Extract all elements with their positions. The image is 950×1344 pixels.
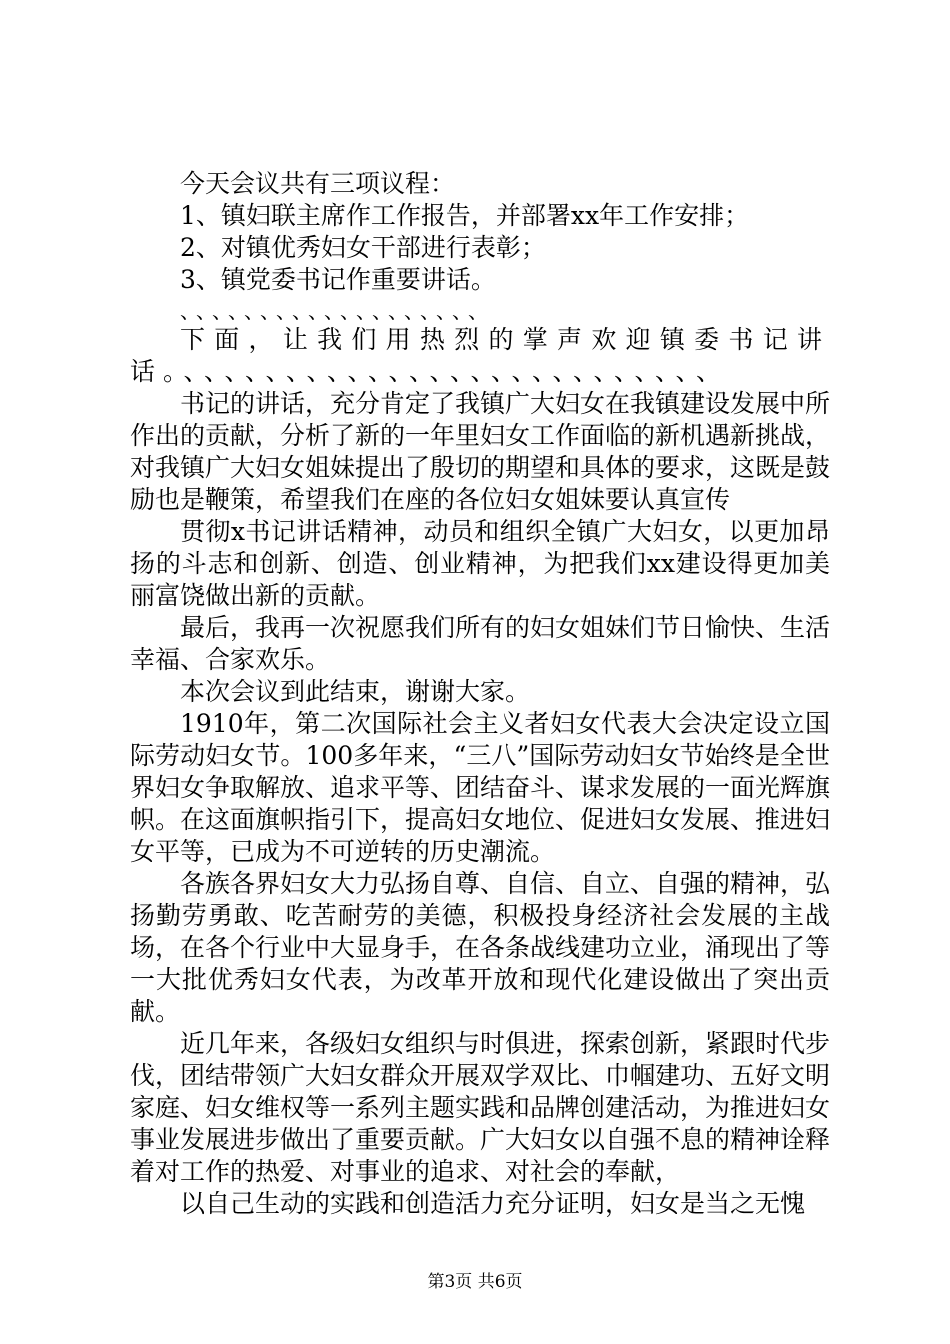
- paragraph-implement-spirit: 贯彻x书记讲话精神，动员和组织全镇广大妇女，以更加昂扬的斗志和创新、创造、创业精神，为把我们xx建设得更加美丽富饶做出新的贡献。: [130, 517, 830, 610]
- paragraph-agenda-item-1: 1、镇妇联主席作工作报告，并部署xx年工作安排；: [180, 201, 750, 230]
- paragraph-women-contributions: 各族各界妇女大力弘扬自尊、自信、自立、自强的精神，弘扬勤劳勇敢、吃苦耐劳的美德，积极投身经济社会发展的主战场，在各个行业中大显身手，在各条战线建功立业，涌现出了等一大批优秀妇女代表，为改革开放和现代化建设做出了突出贡献。: [130, 869, 831, 1026]
- paragraph-womens-day-history: 1910年，第二次国际社会主义者妇女代表大会决定设立国际劳动妇女节。100多年来，“三八”国际劳动妇女节始终是全世界妇女争取解放、追求平等、团结奋斗、谋求发展的一面光辉旗帜。在这面旗帜指引下，提高妇女地位、促进妇女发展、推进妇女平等，已成为不可逆转的历史潮流。: [130, 709, 831, 866]
- paragraph-speech-summary: 书记的讲话，充分肯定了我镇广大妇女在我镇建设发展中所作出的贡献，分析了新的一年里妇女工作面临的新机遇新挑战，对我镇广大妇女姐妹提出了殷切的期望和具体的要求，这既是鼓励也是鞭策，希望我们在座的各位妇女姐妹要认真宣传: [130, 389, 831, 514]
- paragraph-closing-wishes: 最后，我再一次祝愿我们所有的妇女姐妹们节日愉快、生活幸福、合家欢乐。: [130, 613, 831, 674]
- paragraph-women-organizations: 近几年来，各级妇女组织与时俱进，探索创新，紧跟时代步伐，团结带领广大妇女群众开展双学双比、巾帼建功、五好文明家庭、妇女维权等一系列主题实践和品牌创建活动，为推进妇女事业发展进步做出了重要贡献。广大妇女以自强不息的精神诠释着对工作的热爱、对事业的追求、对社会的奉献，: [130, 1029, 831, 1186]
- paragraph-agenda-item-3: 3、镇党委书记作重要讲话。: [180, 265, 496, 294]
- paragraph-agenda-item-2: 2、对镇优秀妇女干部进行表彰；: [180, 233, 546, 262]
- paragraph-welcome-speech: 下面，让我们用热烈的掌声欢迎镇委书记讲话。、、、、、、、、、、、、、、、、、、、、、、、、、、: [130, 325, 830, 386]
- document-body: [130, 168, 830, 1220]
- paragraph-women-practice: 以自己生动的实践和创造活力充分证明，妇女是当之无愧: [180, 1189, 806, 1218]
- page-number-footer: 第3页 共6页: [427, 1272, 523, 1292]
- paragraph-ellipsis: 、、、、、、、、、、、、、、、、、、、: [180, 299, 494, 323]
- paragraph-agenda-intro: 今天会议共有三项议程：: [180, 169, 456, 198]
- paragraph-meeting-end: 本次会议到此结束，谢谢大家。: [180, 677, 531, 706]
